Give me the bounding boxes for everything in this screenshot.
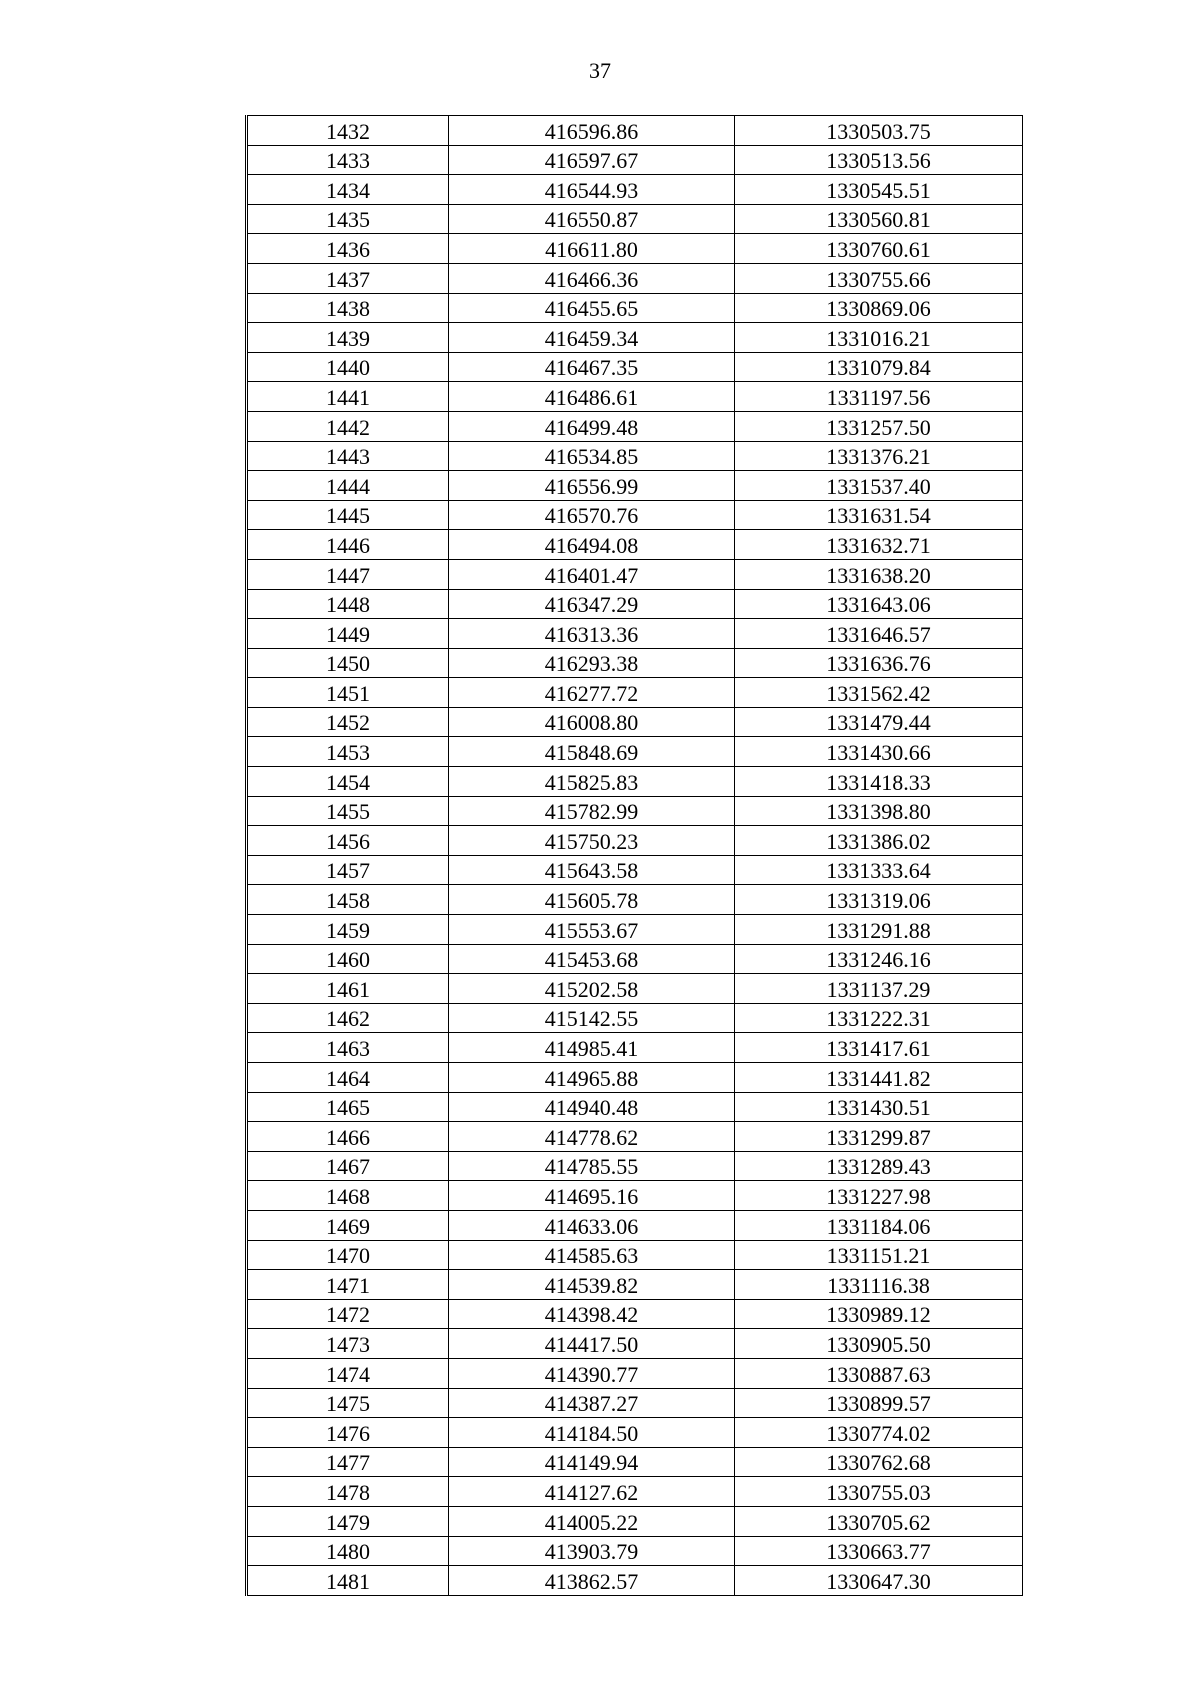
y-coordinate-cell: 1331257.50 [735,411,1023,441]
table-row [247,767,1023,797]
x-coordinate-cell: 416544.93 [449,175,735,205]
x-coordinate-cell: 416499.48 [449,411,735,441]
x-coordinate-cell: 415782.99 [449,796,735,826]
y-coordinate-cell: 1331537.40 [735,471,1023,501]
point-number-cell: 1461 [247,974,449,1004]
y-coordinate-cell: 1330513.56 [735,145,1023,175]
point-number-cell: 1433 [247,145,449,175]
table-row [247,1418,1023,1448]
y-coordinate-cell: 1330503.75 [735,116,1023,146]
point-number-cell: 1463 [247,1033,449,1063]
y-coordinate-cell: 1331151.21 [735,1240,1023,1270]
x-coordinate-cell: 416466.36 [449,263,735,293]
y-coordinate-cell: 1331137.29 [735,974,1023,1004]
point-number-cell: 1458 [247,885,449,915]
point-number-cell: 1441 [247,382,449,412]
x-coordinate-cell: 414005.22 [449,1506,735,1536]
point-number-cell: 1453 [247,737,449,767]
table-row [247,707,1023,737]
y-coordinate-cell: 1331016.21 [735,323,1023,353]
point-number-cell: 1439 [247,323,449,353]
x-coordinate-cell: 414633.06 [449,1210,735,1240]
x-coordinate-cell: 413862.57 [449,1566,735,1596]
table-row [247,1122,1023,1152]
x-coordinate-cell: 414127.62 [449,1477,735,1507]
y-coordinate-cell: 1331222.31 [735,1003,1023,1033]
y-coordinate-cell: 1330705.62 [735,1506,1023,1536]
x-coordinate-cell: 416401.47 [449,559,735,589]
point-number-cell: 1440 [247,352,449,382]
point-number-cell: 1481 [247,1566,449,1596]
x-coordinate-cell: 414985.41 [449,1033,735,1063]
x-coordinate-cell: 414778.62 [449,1122,735,1152]
table-row [247,915,1023,945]
point-number-cell: 1452 [247,707,449,737]
y-coordinate-cell: 1331386.02 [735,826,1023,856]
table-row [247,1536,1023,1566]
y-coordinate-cell: 1330774.02 [735,1418,1023,1448]
y-coordinate-cell: 1330560.81 [735,204,1023,234]
y-coordinate-cell: 1331430.66 [735,737,1023,767]
y-coordinate-cell: 1331430.51 [735,1092,1023,1122]
point-number-cell: 1438 [247,293,449,323]
point-number-cell: 1454 [247,767,449,797]
coordinates-table [245,115,1023,1596]
point-number-cell: 1451 [247,678,449,708]
x-coordinate-cell: 416611.80 [449,234,735,264]
x-coordinate-cell: 415643.58 [449,855,735,885]
y-coordinate-cell: 1331227.98 [735,1181,1023,1211]
y-coordinate-cell: 1330905.50 [735,1329,1023,1359]
table-row [247,382,1023,412]
y-coordinate-cell: 1331319.06 [735,885,1023,915]
table-row [247,293,1023,323]
y-coordinate-cell: 1331631.54 [735,500,1023,530]
y-coordinate-cell: 1330755.03 [735,1477,1023,1507]
point-number-cell: 1459 [247,915,449,945]
y-coordinate-cell: 1330762.68 [735,1447,1023,1477]
table-row [247,1447,1023,1477]
x-coordinate-cell: 416008.80 [449,707,735,737]
y-coordinate-cell: 1331638.20 [735,559,1023,589]
y-coordinate-cell: 1331418.33 [735,767,1023,797]
point-number-cell: 1457 [247,855,449,885]
y-coordinate-cell: 1331079.84 [735,352,1023,382]
x-coordinate-cell: 416293.38 [449,648,735,678]
table-row [247,648,1023,678]
table-row [247,1388,1023,1418]
x-coordinate-cell: 414387.27 [449,1388,735,1418]
point-number-cell: 1467 [247,1151,449,1181]
x-coordinate-cell: 416556.99 [449,471,735,501]
y-coordinate-cell: 1331417.61 [735,1033,1023,1063]
y-coordinate-cell: 1331299.87 [735,1122,1023,1152]
table-row [247,559,1023,589]
point-number-cell: 1448 [247,589,449,619]
y-coordinate-cell: 1331479.44 [735,707,1023,737]
table-row [247,737,1023,767]
x-coordinate-cell: 414184.50 [449,1418,735,1448]
y-coordinate-cell: 1331643.06 [735,589,1023,619]
y-coordinate-cell: 1331646.57 [735,619,1023,649]
y-coordinate-cell: 1330663.77 [735,1536,1023,1566]
point-number-cell: 1437 [247,263,449,293]
y-coordinate-cell: 1330887.63 [735,1358,1023,1388]
table-row [247,352,1023,382]
table-row [247,1506,1023,1536]
x-coordinate-cell: 416494.08 [449,530,735,560]
x-coordinate-cell: 414539.82 [449,1270,735,1300]
point-number-cell: 1469 [247,1210,449,1240]
table-row [247,1329,1023,1359]
table-row [247,678,1023,708]
x-coordinate-cell: 416597.67 [449,145,735,175]
table-row [247,1063,1023,1093]
point-number-cell: 1479 [247,1506,449,1536]
point-number-cell: 1456 [247,826,449,856]
table-row [247,1151,1023,1181]
point-number-cell: 1478 [247,1477,449,1507]
point-number-cell: 1460 [247,944,449,974]
table-row [247,1270,1023,1300]
point-number-cell: 1465 [247,1092,449,1122]
point-number-cell: 1444 [247,471,449,501]
table-row [247,471,1023,501]
x-coordinate-cell: 415825.83 [449,767,735,797]
point-number-cell: 1471 [247,1270,449,1300]
table-row [247,855,1023,885]
table-row [247,1003,1023,1033]
point-number-cell: 1436 [247,234,449,264]
table-row [247,974,1023,1004]
x-coordinate-cell: 415750.23 [449,826,735,856]
y-coordinate-cell: 1331246.16 [735,944,1023,974]
point-number-cell: 1442 [247,411,449,441]
y-coordinate-cell: 1331291.88 [735,915,1023,945]
table-row [247,885,1023,915]
point-number-cell: 1477 [247,1447,449,1477]
table-row [247,826,1023,856]
x-coordinate-cell: 414417.50 [449,1329,735,1359]
table-row [247,530,1023,560]
table-row [247,1210,1023,1240]
x-coordinate-cell: 416467.35 [449,352,735,382]
x-coordinate-cell: 416313.36 [449,619,735,649]
y-coordinate-cell: 1330755.66 [735,263,1023,293]
table-row [247,204,1023,234]
point-number-cell: 1455 [247,796,449,826]
x-coordinate-cell: 414585.63 [449,1240,735,1270]
x-coordinate-cell: 416596.86 [449,116,735,146]
table-row [247,796,1023,826]
table-row [247,234,1023,264]
y-coordinate-cell: 1331333.64 [735,855,1023,885]
table-row [247,441,1023,471]
y-coordinate-cell: 1330989.12 [735,1299,1023,1329]
point-number-cell: 1466 [247,1122,449,1152]
x-coordinate-cell: 414785.55 [449,1151,735,1181]
y-coordinate-cell: 1330760.61 [735,234,1023,264]
point-number-cell: 1470 [247,1240,449,1270]
table-row [247,1033,1023,1063]
y-coordinate-cell: 1330899.57 [735,1388,1023,1418]
point-number-cell: 1474 [247,1358,449,1388]
x-coordinate-cell: 416277.72 [449,678,735,708]
x-coordinate-cell: 416486.61 [449,382,735,412]
point-number-cell: 1472 [247,1299,449,1329]
x-coordinate-cell: 413903.79 [449,1536,735,1566]
table-row [247,619,1023,649]
x-coordinate-cell: 414965.88 [449,1063,735,1093]
y-coordinate-cell: 1331441.82 [735,1063,1023,1093]
table-row [247,1477,1023,1507]
table-row [247,116,1023,146]
x-coordinate-cell: 415848.69 [449,737,735,767]
x-coordinate-cell: 416570.76 [449,500,735,530]
table-row [247,263,1023,293]
table-row [247,944,1023,974]
x-coordinate-cell: 416534.85 [449,441,735,471]
x-coordinate-cell: 414149.94 [449,1447,735,1477]
y-coordinate-cell: 1331289.43 [735,1151,1023,1181]
point-number-cell: 1435 [247,204,449,234]
point-number-cell: 1449 [247,619,449,649]
y-coordinate-cell: 1330869.06 [735,293,1023,323]
table-row [247,1299,1023,1329]
y-coordinate-cell: 1331184.06 [735,1210,1023,1240]
y-coordinate-cell: 1330647.30 [735,1566,1023,1596]
point-number-cell: 1480 [247,1536,449,1566]
point-number-cell: 1475 [247,1388,449,1418]
point-number-cell: 1476 [247,1418,449,1448]
point-number-cell: 1464 [247,1063,449,1093]
table-row [247,500,1023,530]
point-number-cell: 1432 [247,116,449,146]
table-row [247,1566,1023,1596]
table-row [247,1240,1023,1270]
point-number-cell: 1462 [247,1003,449,1033]
y-coordinate-cell: 1331632.71 [735,530,1023,560]
x-coordinate-cell: 415142.55 [449,1003,735,1033]
table-row [247,1092,1023,1122]
page-number: 37 [589,58,611,83]
x-coordinate-cell: 415453.68 [449,944,735,974]
table-row [247,175,1023,205]
table-row [247,323,1023,353]
y-coordinate-cell: 1331562.42 [735,678,1023,708]
table-row [247,1181,1023,1211]
x-coordinate-cell: 416347.29 [449,589,735,619]
point-number-cell: 1450 [247,648,449,678]
x-coordinate-cell: 415553.67 [449,915,735,945]
point-number-cell: 1446 [247,530,449,560]
y-coordinate-cell: 1331398.80 [735,796,1023,826]
x-coordinate-cell: 415202.58 [449,974,735,1004]
x-coordinate-cell: 414390.77 [449,1358,735,1388]
x-coordinate-cell: 416550.87 [449,204,735,234]
x-coordinate-cell: 414695.16 [449,1181,735,1211]
y-coordinate-cell: 1331376.21 [735,441,1023,471]
table-row [247,1358,1023,1388]
y-coordinate-cell: 1330545.51 [735,175,1023,205]
x-coordinate-cell: 414398.42 [449,1299,735,1329]
y-coordinate-cell: 1331636.76 [735,648,1023,678]
table-row [247,589,1023,619]
table-row [247,145,1023,175]
x-coordinate-cell: 416455.65 [449,293,735,323]
y-coordinate-cell: 1331116.38 [735,1270,1023,1300]
point-number-cell: 1473 [247,1329,449,1359]
y-coordinate-cell: 1331197.56 [735,382,1023,412]
point-number-cell: 1434 [247,175,449,205]
x-coordinate-cell: 414940.48 [449,1092,735,1122]
point-number-cell: 1447 [247,559,449,589]
point-number-cell: 1468 [247,1181,449,1211]
table-row [247,411,1023,441]
point-number-cell: 1445 [247,500,449,530]
point-number-cell: 1443 [247,441,449,471]
x-coordinate-cell: 415605.78 [449,885,735,915]
coordinates-table-body [247,116,1023,1596]
x-coordinate-cell: 416459.34 [449,323,735,353]
